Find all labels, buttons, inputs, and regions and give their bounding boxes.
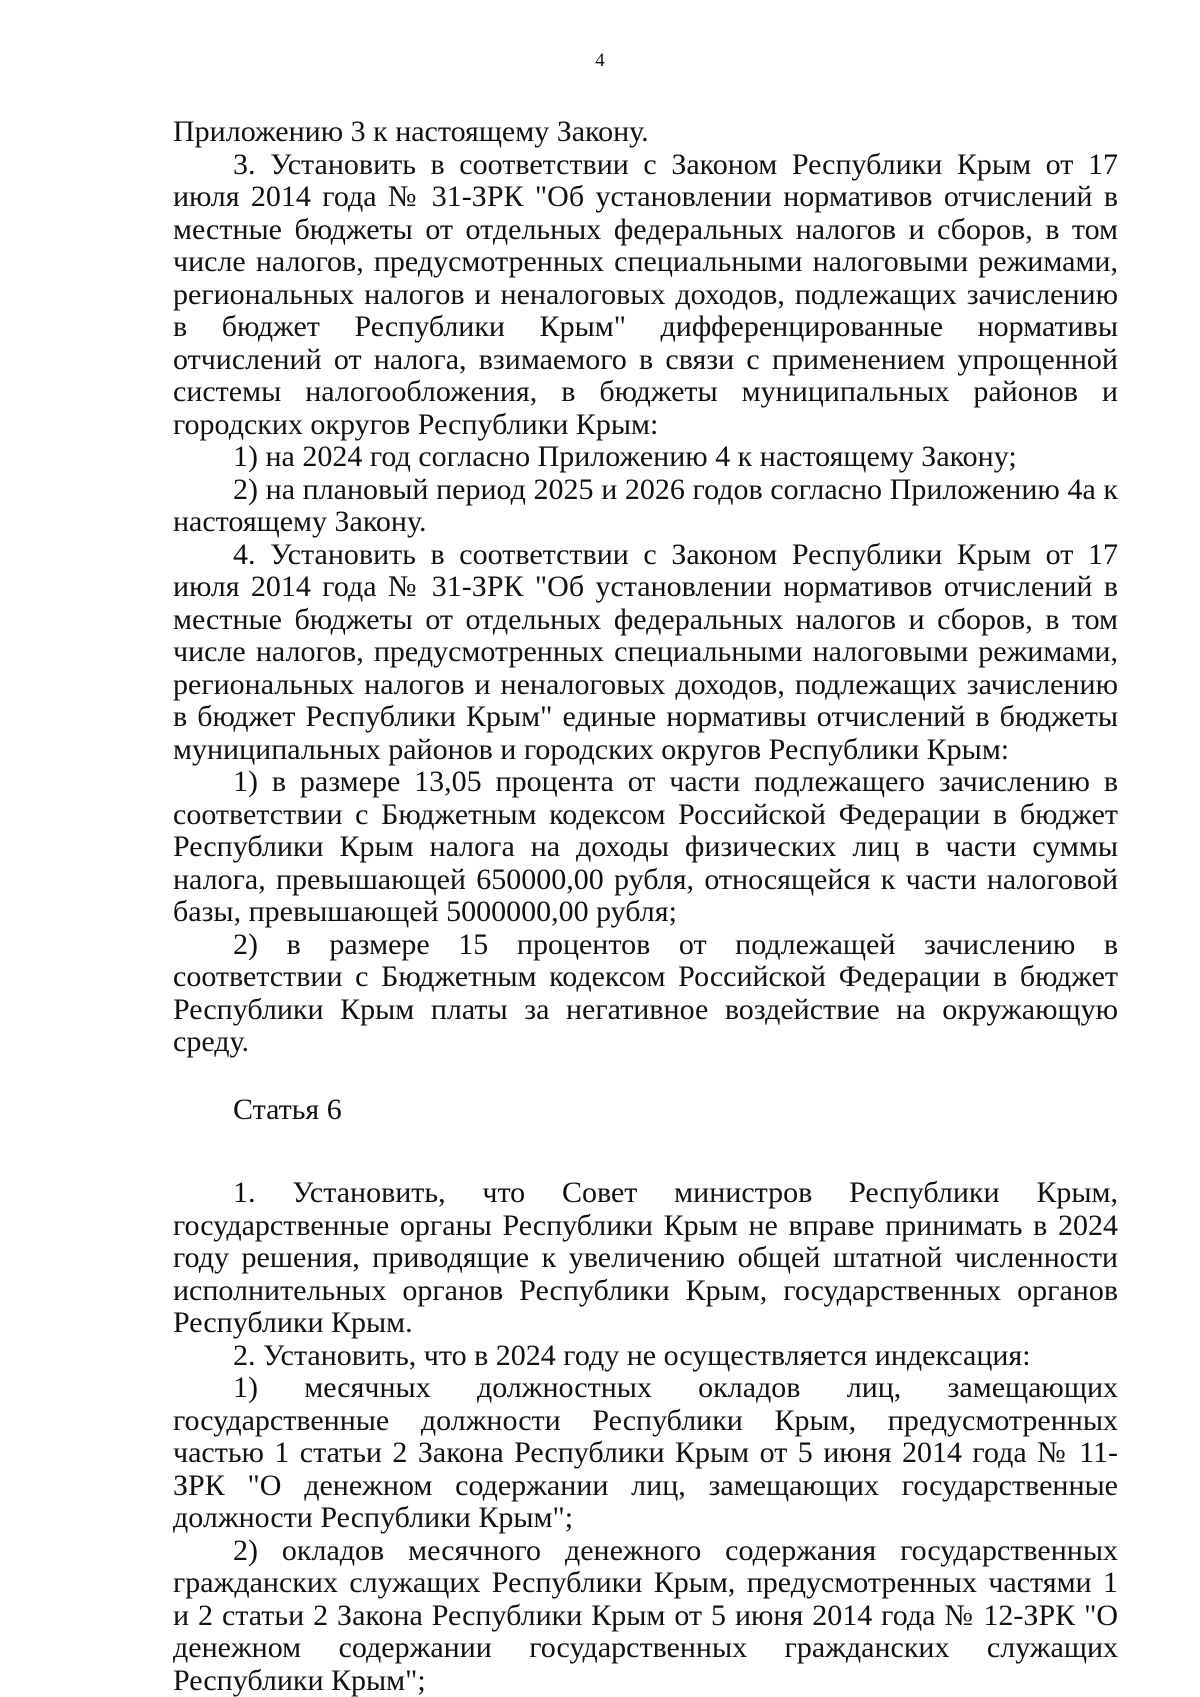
- list-item: 2) на плановый период 2025 и 2026 годов согласно Приложению 4а к настоящему Закону.: [173, 472, 1118, 538]
- paragraph: 1. Установить, что Совет министров Республики Крым, государственные органы Республики Крым не вправе принимать в 2024 году решения, приводящие к увеличению общей штатной численности исполнительных органов Республики Крым, государственных органов Республики Крым.: [173, 1176, 1118, 1339]
- paragraph: 3. Установить в соответствии с Законом Республики Крым от 17 июля 2014 года № 31-ЗРК "Об установлении нормативов отчислений в местные бюджеты от отдельных федеральных налогов и сборов, в том числе налогов, предусмотренных специальными налоговыми режимами, региональных налогов и неналоговых доходов, подлежащих зачислению в бюджет Республики Крым" дифференцированные нормативы отчислений от налога, взимаемого в связи с применением упрощенной системы налогообложения, в бюджеты муниципальных районов и городских округов Республики Крым:: [173, 147, 1118, 441]
- article-heading: Статья 6: [233, 1092, 342, 1126]
- paragraph: 4. Установить в соответствии с Законом Республики Крым от 17 июля 2014 года № 31-ЗРК "Об установлении нормативов отчислений в местные бюджеты от отдельных федеральных налогов и сборов, в том числе налогов, предусмотренных специальными налоговыми режимами, региональных налогов и неналоговых доходов, подлежащих зачислению в бюджет Республики Крым" единые нормативы отчислений в бюджеты муниципальных районов и городских округов Республики Крым:: [173, 537, 1118, 766]
- paragraph: Приложению 3 к настоящему Закону.: [173, 115, 649, 148]
- page-number: 4: [595, 50, 605, 71]
- paragraph: 2. Установить, что в 2024 году не осуществляется индексация:: [233, 1338, 1031, 1372]
- document-body: [173, 116, 1118, 1697]
- list-item: 2) в размере 15 процентов от подлежащей зачислению в соответствии с Бюджетным кодексом Российской Федерации в бюджет Республики Крым платы за негативное воздействие на окружающую среду.: [173, 927, 1118, 1058]
- list-item: 1) в размере 13,05 процента от части подлежащего зачислению в соответствии с Бюджетным кодексом Российской Федерации в бюджет Республики Крым налога на доходы физических лиц в части суммы налога, превышающей 650000,00 рубля, относящейся к части налоговой базы, превышающей 5000000,00 рубля;: [173, 765, 1118, 928]
- list-item: 1) месячных должностных окладов лиц, замещающих государственные должности Республики Крым, предусмотренных частью 1 статьи 2 Закона Республики Крым от 5 июня 2014 года № 11-ЗРК "О денежном содержании лиц, замещающих государственные должности Республики Крым";: [173, 1371, 1118, 1534]
- list-item: 2) окладов месячного денежного содержания государственных гражданских служащих Республики Крым, предусмотренных частями 1 и 2 статьи 2 Закона Республики Крым от 5 июня 2014 года № 12-ЗРК "О денежном содержании государственных гражданских служащих Республики Крым";: [173, 1533, 1118, 1697]
- list-item: 1) на 2024 год согласно Приложению 4 к настоящему Закону;: [233, 440, 1017, 473]
